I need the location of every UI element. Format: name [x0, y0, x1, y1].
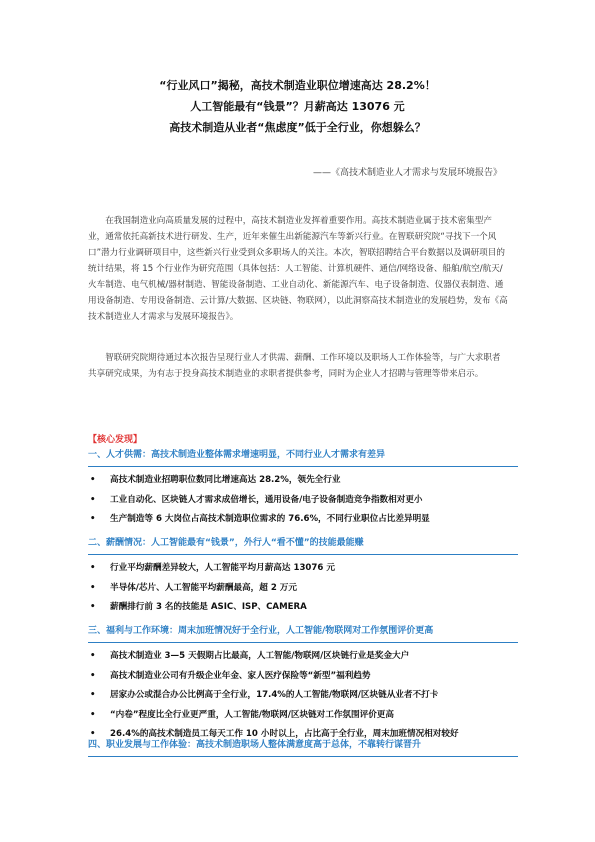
intro-paragraph: 在我国制造业向高质量发展的过程中，高技术制造业发挥着重要作用。高技术制造业属于技术密集型产业，通常依托高新技术进行研发、生产，近年来催生出新能源汽车等新兴行业。在智联研究院“寻找下一个风口”潜力行业调研项目中，这些新兴行业受到众多职场人的关注。本次，智联招聘结合平台数据以及调研项目的统计结果，将 15 个行业作为研究范围（具体包括：人工智能、计算机硬件、通信/网络设备、船舶/航空/航天/火车制造、电气机械/器材制造、智能设备制造、工业自动化、新能源汽车、电子设备制造、仪器仪表制造、通用设备制造、专用设备制造、云计算/大数据、区块链、物联网），以此洞察高技术制造业的发展趋势，发布《高技术制造业人才需求与发展环境报告》。 [88, 216, 508, 322]
finding-item [88, 686, 518, 706]
bullet-icon: • [90, 602, 96, 612]
finding-text: 半导体/芯片、人工智能平均薪酬最高，超 2 万元 [110, 582, 297, 593]
finding-item [88, 647, 518, 667]
bullet-icon: • [90, 670, 96, 681]
bullet-icon: • [90, 651, 96, 661]
bullet-icon: • [90, 729, 96, 739]
bullet-icon: • [90, 709, 96, 720]
report-title-block [0, 75, 595, 138]
title-line-1: “行业风口”揭秘，高技术制造业职位增速高达 28.2%！ [159, 79, 436, 92]
finding-item [88, 491, 518, 511]
bullet-icon: • [90, 514, 96, 524]
finding-text: “内卷”程度比全行业更严重，人工智能/物联网/区块链对工作氛围评价更高 [110, 709, 394, 720]
bullet-icon: • [90, 494, 96, 505]
section-heading: 二、薪酬情况：人工智能最有“钱景”，外行人“看不懂”的技能最能赚 [88, 537, 518, 555]
section-heading: 一、人才供需：高技术制造业整体需求增速明显，不同行业人才需求有差异 [88, 449, 518, 467]
finding-text: 高技术制造业公司有升级企业年金、家人医疗保险等“新型”福利趋势 [110, 670, 371, 681]
bullet-icon: • [90, 475, 96, 485]
finding-text: 薪酬排行前 3 名的技能是 ASIC、ISP、CAMERA [110, 602, 307, 612]
finding-item [88, 598, 518, 618]
finding-item [88, 706, 518, 726]
finding-text: 居家办公或混合办公比例高于全行业，17.4%的人工智能/物联网/区块链从业者不打卡 [110, 690, 439, 700]
finding-item [88, 559, 518, 579]
finding-item [88, 471, 518, 491]
title-line-2: 人工智能最有“钱景”？月薪高达 13076 元 [190, 100, 405, 113]
finding-item [88, 579, 518, 599]
core-findings-label: 【核心发现】 [88, 435, 143, 445]
finding-text: 工业自动化、区块链人才需求成倍增长，通用设备/电子设备制造竞争指数相对更小 [110, 494, 423, 505]
finding-item [88, 510, 518, 530]
finding-text: 行业平均薪酬差异较大，人工智能平均月薪高达 13076 元 [110, 563, 335, 573]
finding-section-benefits [88, 625, 518, 745]
bullet-icon: • [90, 582, 96, 593]
report-source: ——《高技术制造业人才需求与发展环境报告》 [312, 168, 502, 178]
section-heading: 四、职业发展与工作体验：高技术制造职场人整体满意度高于总体，不靠转行谋晋升 [88, 739, 518, 757]
purpose-paragraph: 智联研究院期待通过本次报告呈现行业人才供需、薪酬、工作环境以及职场人工作体验等，与广大求职者共享研究成果，为有志于投身高技术制造业的求职者提供参考，同时为企业人才招聘与管理等带来启示。 [88, 353, 501, 379]
finding-text: 高技术制造业 3—5 天假期占比最高，人工智能/物联网/区块链行业是奖金大户 [110, 651, 410, 661]
finding-section-talent-demand [88, 449, 518, 530]
bullet-icon: • [90, 563, 96, 573]
finding-text: 26.4%的高技术制造员工每天工作 10 小时以上，占比高于全行业，周末加班情况相对较好 [110, 729, 459, 739]
finding-section-career [88, 739, 518, 757]
finding-section-salary [88, 537, 518, 618]
bullet-icon: • [90, 690, 96, 700]
section-heading: 三、福利与工作环境：周末加班情况好于全行业，人工智能/物联网对工作氛围评价更高 [88, 625, 518, 643]
finding-text: 生产制造等 6 大岗位占高技术制造职位需求的 76.6%，不同行业职位占比差异明显 [110, 514, 430, 524]
finding-item [88, 667, 518, 687]
finding-text: 高技术制造业招聘职位数同比增速高达 28.2%，领先全行业 [110, 475, 341, 485]
title-line-3: 高技术制造从业者“焦虑度”低于全行业，你想躲么？ [169, 121, 426, 134]
